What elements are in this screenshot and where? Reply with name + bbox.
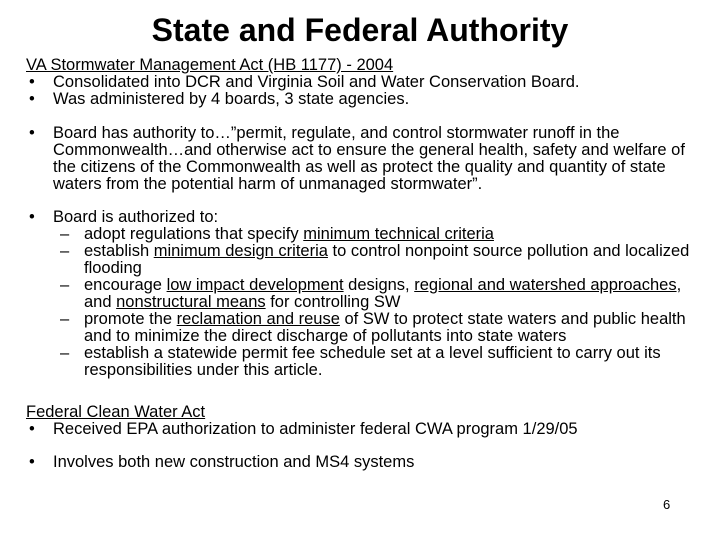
sub-text: establish a statewide permit fee schedule set at a level sufficient to carry out its responsibilities under this article.: [84, 344, 661, 379]
sub-text-middle: designs,: [343, 276, 415, 294]
sub-item-encourage-lid: [26, 277, 706, 311]
dash-mark: –: [60, 225, 70, 243]
bullet-epa-authorization: [26, 421, 706, 438]
sub-item-reclamation-reuse: [26, 311, 706, 345]
underlined-term-minimum-technical-criteria: minimum technical criteria: [303, 225, 494, 243]
sub-item-adopt-regulations: [26, 226, 706, 243]
bullet-mark: •: [29, 453, 35, 471]
bullet-mark: •: [29, 73, 35, 91]
bullet-text: Board has authority to…”permit, regulate, and control stormwater runoff in the Commonwealth…and otherwise act to ensure the general health, safety and welfare of the citizens of the Commonwealth as well as protect the quality and quantity of state waters from the potential harm of unmanaged stormwater”.: [53, 124, 685, 193]
sub-text-prefix: encourage: [84, 276, 167, 294]
federal-act-heading: Federal Clean Water Act: [26, 403, 206, 421]
dash-mark: –: [60, 344, 70, 362]
underlined-term-reclamation-and-reuse: reclamation and reuse: [176, 310, 340, 328]
page-number: 6: [663, 497, 671, 512]
bullet-text: Received EPA authorization to administer federal CWA program 1/29/05: [53, 420, 578, 438]
bullet-administered: [26, 91, 706, 108]
sub-text-suffix: of SW to protect state waters and public health and to minimize the direct discharge of pollutants into state waters: [84, 310, 686, 345]
sub-item-permit-fee-schedule: [26, 345, 706, 379]
underlined-term-nonstructural-means: nonstructural means: [116, 293, 266, 311]
bullet-text: Was administered by 4 boards, 3 state agencies.: [53, 90, 410, 108]
bullet-board-authorized: [26, 209, 706, 226]
underlined-term-minimum-design-criteria: minimum design criteria: [153, 242, 328, 260]
slide-title: State and Federal Authority: [151, 12, 569, 48]
bullet-board-authority: [26, 125, 706, 193]
bullet-text: Involves both new construction and MS4 systems: [53, 453, 415, 471]
bullet-mark: •: [29, 90, 35, 108]
bullet-mark: •: [29, 208, 35, 226]
sub-text-middle: , and: [84, 276, 682, 311]
sub-text-suffix: for controlling SW: [265, 293, 401, 311]
sub-text-prefix: promote the: [84, 310, 177, 328]
bullet-text: Consolidated into DCR and Virginia Soil and Water Conservation Board.: [53, 73, 580, 91]
bullet-new-construction-ms4: [26, 454, 706, 471]
sub-text-prefix: adopt regulations that specify: [84, 225, 304, 243]
sub-text-suffix: to control nonpoint source pollution and localized flooding: [84, 242, 690, 277]
state-act-heading: VA Stormwater Management Act (HB 1177) - 2004: [26, 56, 394, 74]
sub-text-prefix: establish: [84, 242, 154, 260]
sub-item-design-criteria: [26, 243, 706, 277]
underlined-term-low-impact-development: low impact development: [166, 276, 344, 294]
underlined-term-regional-watershed: regional and watershed approaches: [414, 276, 677, 294]
bullet-mark: •: [29, 124, 35, 142]
bullet-consolidated: [26, 74, 706, 91]
dash-mark: –: [60, 242, 70, 260]
dash-mark: –: [60, 310, 70, 328]
bullet-text: Board is authorized to:: [53, 208, 219, 226]
dash-mark: –: [60, 276, 70, 294]
bullet-mark: •: [29, 420, 35, 438]
slide-content: [26, 57, 706, 471]
